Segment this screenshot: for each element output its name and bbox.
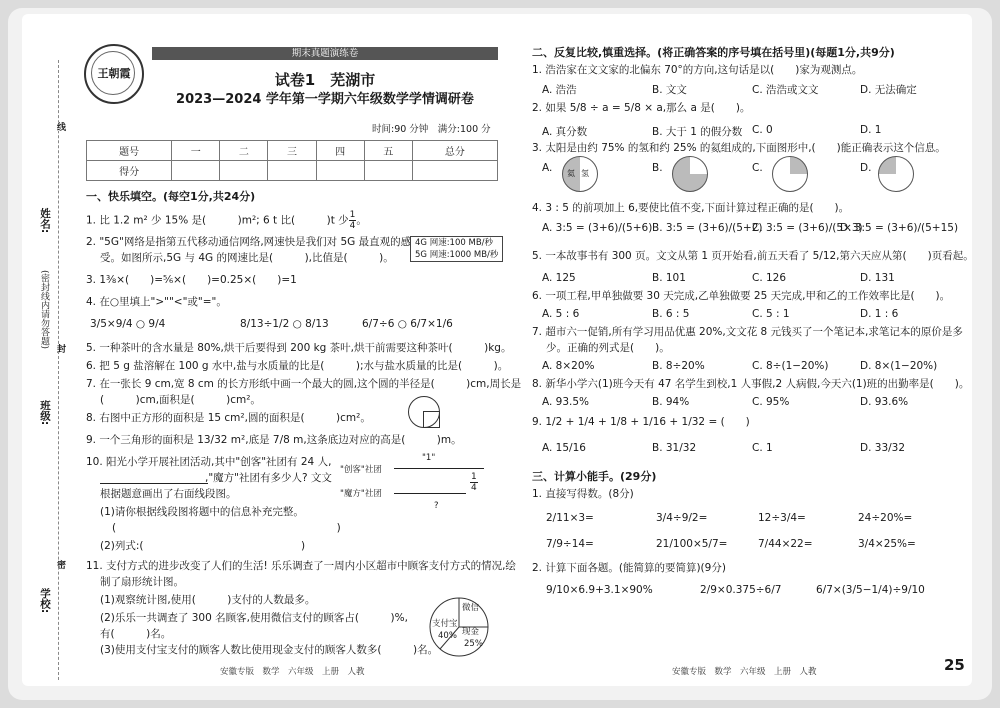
publisher-logo: 王朝霞 <box>84 44 144 104</box>
paper-title: 试卷1 芜湖市 <box>274 71 376 89</box>
question-l5: 5. 一种茶叶的含水量是 80%,烘干后要得到 200 kg 茶叶,烘干前需要这种茶叶( )kg。 <box>86 342 512 354</box>
footer-right: 安徽专版 数学 六年级 上册 人教 <box>672 667 817 677</box>
question-r5: 5. 一本故事书有 300 页。文文从第 1 页开始看,前五天看了 5/12,第六天应从第( )页看起。 <box>532 250 974 262</box>
section1-title: 一、快乐填空。(每空1分,共24分) <box>86 190 256 203</box>
option-b[interactable]: B. 大于 1 的假分数 <box>652 126 743 138</box>
score-cell[interactable] <box>268 161 316 181</box>
calc-expression: 9/10×6.9+3.1×90% <box>546 584 653 596</box>
question-l11f: (3)使用支付宝支付的顾客人数比使用现金支付的顾客人数多( )名。 <box>100 644 439 656</box>
diagram-question: ? <box>434 501 439 511</box>
segment-cube <box>394 493 466 494</box>
diagram-label-cube: "魔方"社团 <box>340 489 382 499</box>
question-r8: 8. 新华小学六(1)班今天有 47 名学生到校,1 人事假,2 人病假,今天六(1)班的出勤率是( )。 <box>532 378 970 390</box>
class-label: 班级: <box>39 400 51 426</box>
option-b[interactable]: B. <box>652 162 663 174</box>
compare-item: 6/7÷6 ○ 6/7×1/6 <box>362 318 453 330</box>
question-l11b: 制了扇形统计图。 <box>100 576 184 588</box>
score-header-cell: 二 <box>220 141 268 161</box>
option-c[interactable]: C. 0 <box>752 124 773 136</box>
score-cell[interactable] <box>316 161 364 181</box>
question-l10c: 根据题意画出了右面线段图。 <box>100 488 237 500</box>
seal-line <box>58 60 59 680</box>
pie-value-alipay: 40% <box>438 631 457 641</box>
seal-mark-seal: 封 <box>55 344 65 353</box>
question-l10f: (2)列式:( ) <box>100 540 306 552</box>
question-r9: 9. 1/2 + 1/4 + 1/8 + 1/16 + 1/32 = ( ) <box>532 416 750 428</box>
option-c[interactable]: C. 浩浩或文文 <box>752 84 819 96</box>
score-header-cell: 一 <box>172 141 220 161</box>
calc-item: 3/4×25%= <box>858 538 916 550</box>
pie-label-wechat: 微信 <box>462 603 480 613</box>
option-b[interactable]: B. 94% <box>652 396 690 408</box>
segment-maker <box>394 468 484 469</box>
calc-item: 21/100×5/7= <box>656 538 728 550</box>
option-a[interactable]: A. 8×20% <box>542 360 595 372</box>
option-b[interactable]: B. 8÷20% <box>652 360 705 372</box>
seal-mark-secret: 密 <box>55 560 65 569</box>
seal-note: (密封线内请勿答题) <box>39 270 49 350</box>
pie-label-hydrogen: 氢 <box>581 169 589 178</box>
pie-label-alipay: 支付宝 <box>432 619 458 629</box>
score-table <box>86 140 498 181</box>
question-l11c: (1)观察统计图,使用( )支付的人数最多。 <box>100 594 316 606</box>
option-d[interactable]: D. 无法确定 <box>860 84 917 96</box>
seal-mark-line: 线 <box>55 122 65 131</box>
diagram-fraction: $\frac{1}{4}$ <box>471 472 477 493</box>
option-d[interactable]: D. 1 <box>860 124 882 136</box>
question-l7a: 7. 在一张长 9 cm,宽 8 cm 的长方形纸中画一个最大的圆,这个圆的半径是( )cm,周长是 <box>86 378 522 390</box>
name-label: 姓名: <box>39 208 51 234</box>
pie-option-c[interactable] <box>772 156 808 192</box>
option-a[interactable]: A. 浩浩 <box>542 84 577 96</box>
question-l9: 9. 一个三角形的面积是 13/32 m²,底是 7/8 m,这条底边对应的高是( )m。 <box>86 434 462 446</box>
calc-item: 2/11×3= <box>546 512 594 524</box>
question-l11a: 11. 支付方式的进步改变了人们的生活! 乐乐调查了一周内小区超市中顾客支付方式的情况,绘 <box>86 560 516 572</box>
option-a[interactable]: A. 5 : 6 <box>542 308 580 320</box>
question-l10e: ( ) <box>112 522 341 534</box>
option-c[interactable]: C. 95% <box>752 396 790 408</box>
calc-part2-title: 2. 计算下面各题。(能简算的要简算)(9分) <box>532 562 726 574</box>
pie-option-d[interactable] <box>878 156 914 192</box>
option-c[interactable]: C. 126 <box>752 272 787 284</box>
score-cell[interactable] <box>220 161 268 181</box>
exam-time: 时间:90 分钟 满分:100 分 <box>372 124 491 135</box>
option-d[interactable]: D. 93.6% <box>860 396 909 408</box>
calc-part1-title: 1. 直接写得数。(8分) <box>532 488 634 500</box>
section2-title: 二、反复比较,慎重选择。(将正确答案的序号填在括号里)(每题1分,共9分) <box>532 46 895 59</box>
score-header-cell: 题号 <box>87 141 172 161</box>
question-l1: 1. 比 1.2 m² 少 15% 是( )m²; 6 t 比( )t 少 $\frac{1}{4}$ 。 <box>86 210 367 231</box>
option-d[interactable]: D. 131 <box>860 272 895 284</box>
score-table-row <box>87 161 498 181</box>
score-cell[interactable] <box>364 161 412 181</box>
option-d[interactable]: D. 8×(1−20%) <box>860 360 938 372</box>
section3-title: 三、计算小能手。(29分) <box>532 470 657 483</box>
option-d[interactable]: D. 1 : 6 <box>860 308 899 320</box>
question-r7b: 少。正确的列式是( )。 <box>546 342 670 354</box>
square-figure <box>423 411 440 428</box>
option-c[interactable]: C. 8÷(1−20%) <box>752 360 829 372</box>
question-l8: 8. 右图中正方形的面积是 15 cm²,圆的面积是( )cm²。 <box>86 412 371 424</box>
option-a[interactable]: A. 真分数 <box>542 126 588 138</box>
question-r1: 1. 浩浩家在文文家的北偏东 70°的方向,这句话是以( )家为观测点。 <box>532 64 863 76</box>
diagram-label-one: "1" <box>422 453 436 463</box>
score-cell[interactable] <box>412 161 497 181</box>
score-header-cell: 三 <box>268 141 316 161</box>
question-r7a: 7. 超市六一促销,所有学习用品优惠 20%,文文花 8 元钱买了一个笔记本,求笔记本的原价是多 <box>532 326 963 338</box>
calc-item: 24÷20%= <box>858 512 913 524</box>
question-l6: 6. 把 5 g 盐溶解在 100 g 水中,盐与水质量的比是( );水与盐水质量的比是( )。 <box>86 360 509 372</box>
option-c[interactable]: C. 1 <box>752 442 773 454</box>
calc-item: 7/44×22= <box>758 538 813 550</box>
question-r3: 3. 太阳是由约 75% 的氢和约 25% 的氦组成的,下面图形中,( )能正确表示这个信息。 <box>532 142 946 154</box>
footer-left: 安徽专版 数学 六年级 上册 人教 <box>220 667 365 677</box>
question-l10b: ,"魔方"社团有多少人? 文文 <box>100 472 332 484</box>
pie-label-helium: 氦 <box>567 169 575 178</box>
compare-item: 3/5×9/4 ○ 9/4 <box>90 318 166 330</box>
paper-subtitle: 2023—2024 学年第一学期六年级数学学情调研卷 <box>176 92 474 107</box>
score-row-label: 得分 <box>87 161 172 181</box>
option-b[interactable]: B. 6 : 5 <box>652 308 690 320</box>
school-label: 学校: <box>39 588 51 614</box>
option-d[interactable]: D. 33/32 <box>860 442 906 454</box>
compare-item: 8/13÷1/2 ○ 8/13 <box>240 318 329 330</box>
option-d[interactable]: D. 3:5 = (3+6)/(5+15) <box>840 222 959 234</box>
score-header-cell: 总分 <box>412 141 497 161</box>
question-l4: 4. 在○里填上">""<"或"="。 <box>86 296 227 308</box>
pie-option-b[interactable] <box>672 156 708 192</box>
pie-label-cash: 现金 <box>462 627 480 637</box>
option-a[interactable]: A. 3:5 = (3+6)/(5+6) <box>542 222 653 234</box>
question-l7b: ( )cm,面积是( )cm²。 <box>100 394 261 406</box>
question-l10d: (1)请你根据线段图将题中的信息补充完整。 <box>100 506 304 518</box>
calc-item: 7/9÷14= <box>546 538 594 550</box>
option-a[interactable]: A. <box>542 162 553 174</box>
page-number: 25 <box>944 656 965 674</box>
option-b[interactable]: B. 31/32 <box>652 442 697 454</box>
question-l11d: (2)乐乐一共调查了 300 名顾客,使用微信支付的顾客占( )%, <box>100 612 408 624</box>
calc-item: 12÷3/4= <box>758 512 806 524</box>
score-header-cell: 五 <box>364 141 412 161</box>
question-l2a: 2. "5G"网络是指第五代移动通信网络,网速快是我们对 5G 最直观的感 <box>86 236 412 248</box>
option-a[interactable]: A. 93.5% <box>542 396 590 408</box>
question-r2: 2. 如果 5/8 ÷ a = 5/8 × a,那么 a 是( )。 <box>532 102 751 114</box>
option-d[interactable]: D. <box>860 162 872 174</box>
question-l10a: 10. 阳光小学开展社团活动,其中"创客"社团有 24 人, <box>86 456 332 468</box>
network-speed-box: 4G 网速:100 MB/秒 5G 网速:1000 MB/秒 <box>410 236 503 262</box>
score-table-header-row <box>87 141 498 161</box>
question-l11e: 有( )名。 <box>100 628 172 640</box>
question-l3: 3. 1⅜×( )=⅚×( )=0.25×( )=1 <box>86 274 297 286</box>
calc-expression: 2/9×0.375÷6/7 <box>700 584 782 596</box>
option-b[interactable]: B. 3:5 = (3+6)/(5+2) <box>652 222 763 234</box>
option-c[interactable]: C. 3:5 = (3+6)/(5×3) <box>752 222 863 234</box>
option-c[interactable]: C. <box>752 162 763 174</box>
score-header-cell: 四 <box>316 141 364 161</box>
pie-value-cash: 25% <box>464 639 483 649</box>
score-cell[interactable] <box>172 161 220 181</box>
option-b[interactable]: B. 101 <box>652 272 686 284</box>
option-a[interactable]: A. 125 <box>542 272 576 284</box>
diagram-label-maker: "创客"社团 <box>340 465 382 475</box>
option-c[interactable]: C. 5 : 1 <box>752 308 790 320</box>
calc-expression: 6/7×(3/5−1/4)÷9/10 <box>816 584 925 596</box>
option-a[interactable]: A. 15/16 <box>542 442 586 454</box>
question-l2b: 受。如图所示,5G 与 4G 的网速比是( ),比值是( )。 <box>100 252 394 264</box>
option-b[interactable]: B. 文文 <box>652 84 687 96</box>
exam-banner: 期末真题演练卷 <box>152 47 498 60</box>
calc-item: 3/4÷9/2= <box>656 512 708 524</box>
question-r4: 4. 3 : 5 的前项加上 6,要使比值不变,下面计算过程正确的是( )。 <box>532 202 850 214</box>
question-r6: 6. 一项工程,甲单独做要 30 天完成,乙单独做要 25 天完成,甲和乙的工作效率比是( )。 <box>532 290 951 302</box>
